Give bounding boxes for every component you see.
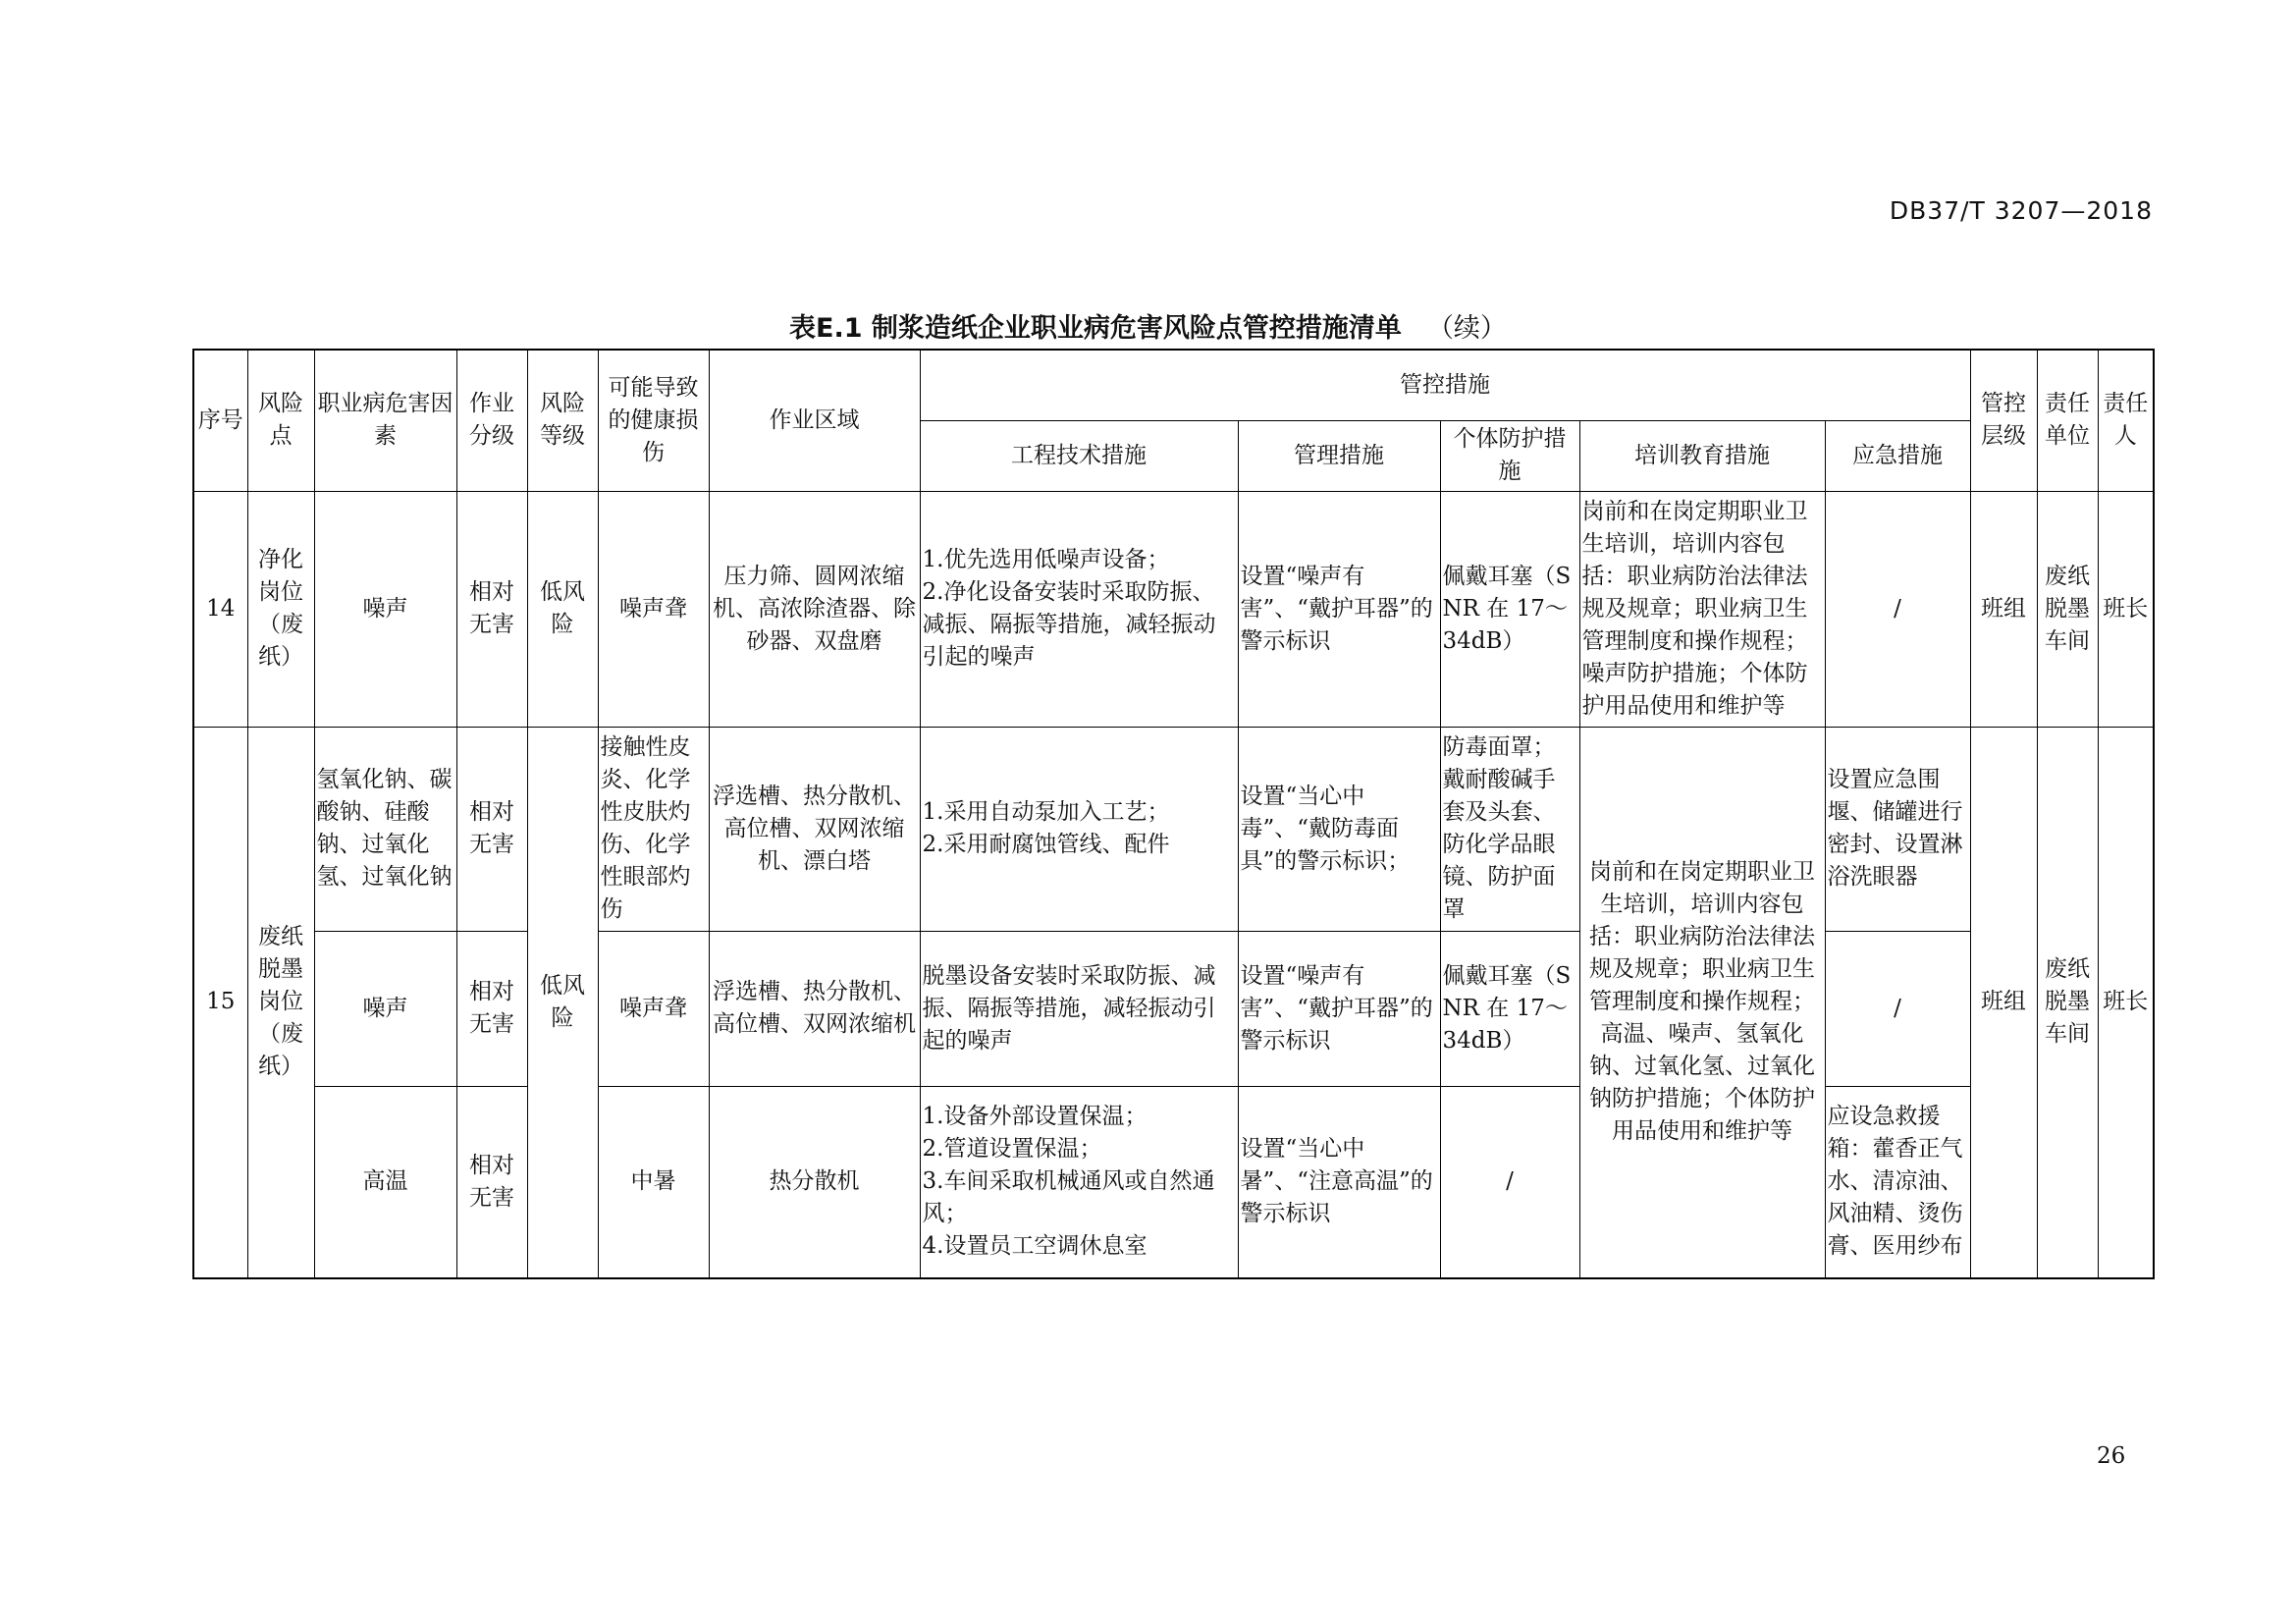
cell-management: 设置“噪声有害”、“戴护耳器”的警示标识 bbox=[1238, 931, 1440, 1086]
table-row bbox=[193, 1086, 2154, 1278]
header-emergency: 应急措施 bbox=[1825, 420, 1970, 491]
header-management: 管理措施 bbox=[1238, 420, 1440, 491]
header-control-level: 管控层级 bbox=[1970, 350, 2037, 491]
cell-risk-level: 低风险 bbox=[527, 727, 598, 1278]
cell-management: 设置“当心中暑”、“注意高温”的警示标识 bbox=[1238, 1086, 1440, 1278]
cell-risk-point: 废纸脱墨岗位（废纸） bbox=[247, 727, 314, 1278]
cell-work-class: 相对无害 bbox=[456, 491, 527, 727]
cell-health-damage: 中暑 bbox=[598, 1086, 709, 1278]
cell-work-class: 相对无害 bbox=[456, 931, 527, 1086]
cell-emergency: / bbox=[1825, 931, 1970, 1086]
cell-resp-person: 班长 bbox=[2098, 491, 2154, 727]
cell-engineering: 1.优先选用低噪声设备； 2.净化设备安装时采取防振、减振、隔振等措施，减轻振动引起的噪声 bbox=[920, 491, 1238, 727]
cell-engineering: 1.设备外部设置保温； 2.管道设置保温； 3.车间采取机械通风或自然通风； 4.设置员工空调休息室 bbox=[920, 1086, 1238, 1278]
cell-risk-level: 低风险 bbox=[527, 491, 598, 727]
table-title-text: 表E.1 制浆造纸企业职业病危害风险点管控措施清单 bbox=[789, 313, 1402, 344]
cell-hazard: 噪声 bbox=[314, 931, 456, 1086]
header-ppe: 个体防护措施 bbox=[1440, 420, 1579, 491]
header-work-area: 作业区域 bbox=[709, 350, 920, 491]
header-resp-person: 责任人 bbox=[2098, 350, 2154, 491]
page-number: 26 bbox=[2097, 1443, 2126, 1469]
header-risk-point: 风险点 bbox=[247, 350, 314, 491]
cell-emergency: 设置应急围堰、储罐进行密封、设置淋浴洗眼器 bbox=[1825, 727, 1970, 931]
cell-ppe: 防毒面罩；戴耐酸碱手套及头套、防化学品眼镜、防护面罩 bbox=[1440, 727, 1579, 931]
cell-health-damage: 噪声聋 bbox=[598, 491, 709, 727]
header-engineering: 工程技术措施 bbox=[920, 420, 1238, 491]
cell-seq: 14 bbox=[193, 491, 247, 727]
table-row bbox=[193, 931, 2154, 1086]
cell-management: 设置“当心中毒”、“戴防毒面具”的警示标识； bbox=[1238, 727, 1440, 931]
cell-resp-person: 班长 bbox=[2098, 727, 2154, 1278]
cell-seq: 15 bbox=[193, 727, 247, 1278]
header-control-measures: 管控措施 bbox=[920, 350, 1970, 420]
cell-work-area: 热分散机 bbox=[709, 1086, 920, 1278]
cell-health-damage: 噪声聋 bbox=[598, 931, 709, 1086]
cell-hazard: 氢氧化钠、碳酸钠、硅酸钠、过氧化氢、过氧化钠 bbox=[314, 727, 456, 931]
header-hazard: 职业病危害因素 bbox=[314, 350, 456, 491]
cell-hazard: 噪声 bbox=[314, 491, 456, 727]
table-row bbox=[193, 727, 2154, 931]
risk-control-table bbox=[192, 349, 2155, 1279]
cell-management: 设置“噪声有害”、“戴护耳器”的警示标识 bbox=[1238, 491, 1440, 727]
header-health-damage: 可能导致的健康损伤 bbox=[598, 350, 709, 491]
cell-work-area: 浮选槽、热分散机、高位槽、双网浓缩机、漂白塔 bbox=[709, 727, 920, 931]
cell-work-area: 浮选槽、热分散机、高位槽、双网浓缩机 bbox=[709, 931, 920, 1086]
cell-resp-unit: 废纸脱墨车间 bbox=[2037, 727, 2098, 1278]
cell-training: 岗前和在岗定期职业卫生培训，培训内容包括：职业病防治法律法规及规章；职业病卫生管理制度和操作规程；高温、噪声、氢氧化钠、过氧化氢、过氧化钠防护措施；个体防护用品使用和维护等 bbox=[1579, 727, 1825, 1278]
table-row bbox=[193, 491, 2154, 727]
cell-ppe: 佩戴耳塞（SNR 在 17～34dB） bbox=[1440, 931, 1579, 1086]
header-seq: 序号 bbox=[193, 350, 247, 491]
cell-work-area: 压力筛、圆网浓缩机、高浓除渣器、除砂器、双盘磨 bbox=[709, 491, 920, 727]
cell-control-level: 班组 bbox=[1970, 491, 2037, 727]
cell-hazard: 高温 bbox=[314, 1086, 456, 1278]
cell-risk-point: 净化岗位（废纸） bbox=[247, 491, 314, 727]
cell-resp-unit: 废纸脱墨车间 bbox=[2037, 491, 2098, 727]
cell-work-class: 相对无害 bbox=[456, 1086, 527, 1278]
header-resp-unit: 责任单位 bbox=[2037, 350, 2098, 491]
cell-health-damage: 接触性皮炎、化学性皮肤灼伤、化学性眼部灼伤 bbox=[598, 727, 709, 931]
cell-control-level: 班组 bbox=[1970, 727, 2037, 1278]
header-training: 培训教育措施 bbox=[1579, 420, 1825, 491]
table-title-continued: （续） bbox=[1426, 313, 1507, 344]
standard-code: DB37/T 3207—2018 bbox=[1889, 196, 2153, 225]
cell-emergency: 应设急救援箱：藿香正气水、清凉油、风油精、烫伤膏、医用纱布 bbox=[1825, 1086, 1970, 1278]
cell-engineering: 脱墨设备安装时采取防振、减振、隔振等措施，减轻振动引起的噪声 bbox=[920, 931, 1238, 1086]
cell-ppe: / bbox=[1440, 1086, 1579, 1278]
cell-ppe: 佩戴耳塞（SNR 在 17～34dB） bbox=[1440, 491, 1579, 727]
cell-engineering: 1.采用自动泵加入工艺； 2.采用耐腐蚀管线、配件 bbox=[920, 727, 1238, 931]
cell-work-class: 相对无害 bbox=[456, 727, 527, 931]
table-title bbox=[0, 306, 2296, 345]
header-work-class: 作业分级 bbox=[456, 350, 527, 491]
cell-emergency: / bbox=[1825, 491, 1970, 727]
cell-training: 岗前和在岗定期职业卫生培训，培训内容包括：职业病防治法律法规及规章；职业病卫生管理制度和操作规程；噪声防护措施；个体防护用品使用和维护等 bbox=[1579, 491, 1825, 727]
header-risk-level: 风险等级 bbox=[527, 350, 598, 491]
